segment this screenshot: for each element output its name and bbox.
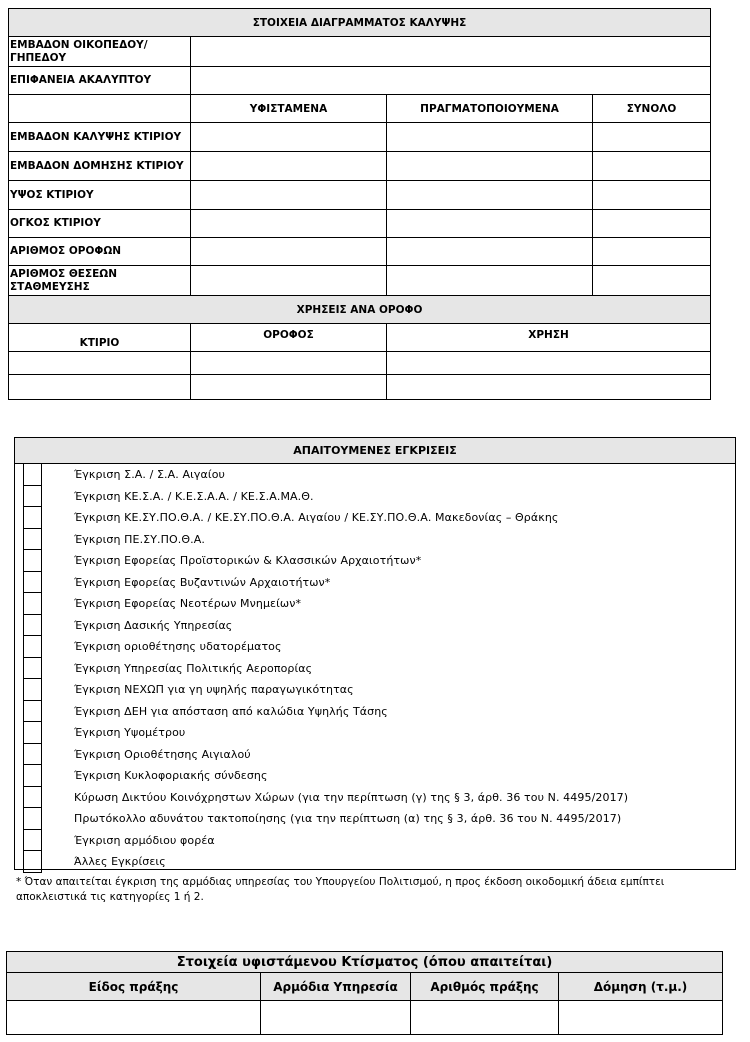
approval-item <box>15 593 735 615</box>
approval-item <box>15 464 735 486</box>
approval-label: Έγκριση Υψομέτρου <box>74 726 186 739</box>
header-act-type: Είδος πράξης <box>7 973 261 1001</box>
approval-item <box>15 486 735 508</box>
value-cell[interactable] <box>593 210 711 238</box>
approval-checkbox[interactable] <box>23 701 42 723</box>
row-label-height: ΥΨΟΣ ΚΤΙΡΙΟΥ <box>9 181 191 210</box>
value-cell[interactable] <box>191 238 387 266</box>
approval-label: Έγκριση Υπηρεσίας Πολιτικής Αεροπορίας <box>74 661 313 675</box>
uses-cell[interactable] <box>387 352 711 375</box>
plot-area-value-cell[interactable] <box>191 37 711 67</box>
approval-item <box>15 701 735 723</box>
approval-checkbox[interactable] <box>23 722 42 744</box>
approval-label: Έγκριση οριοθέτησης υδατορέματος <box>74 640 282 653</box>
value-cell[interactable] <box>191 210 387 238</box>
open-area-label: ΕΠΙΦΑΝΕΙΑ ΑΚΑΛΥΠΤΟΥ <box>9 67 191 95</box>
approval-checkbox[interactable] <box>23 744 42 766</box>
approval-label: Έγκριση Κυκλοφοριακής σύνδεσης <box>74 769 268 782</box>
approval-checkbox[interactable] <box>23 507 42 529</box>
approval-checkbox[interactable] <box>23 550 42 572</box>
value-cell[interactable] <box>191 123 387 152</box>
existing-building-table <box>6 951 723 1035</box>
uses-header-floor: ΟΡΟΦΟΣ <box>191 324 387 352</box>
approval-checkbox[interactable] <box>23 636 42 658</box>
approval-item <box>15 808 735 830</box>
row-label-volume: ΟΓΚΟΣ ΚΤΙΡΙΟΥ <box>9 210 191 238</box>
column-header-existing: ΥΦΙΣΤΑΜΕΝΑ <box>191 95 387 123</box>
header-built-area: Δόμηση (τ.μ.) <box>559 973 723 1001</box>
approval-label: Έγκριση ΠΕ.ΣΥ.ΠΟ.Θ.Α. <box>74 532 205 546</box>
header-authority: Αρμόδια Υπηρεσία <box>261 973 411 1001</box>
row-label-building-area: ΕΜΒΑΔΟΝ ΔΟΜΗΣΗΣ ΚΤΙΡΙΟΥ <box>9 152 191 181</box>
value-cell[interactable] <box>593 181 711 210</box>
uses-cell[interactable] <box>9 352 191 375</box>
approval-item <box>15 851 735 873</box>
uses-header-building: ΚΤΙΡΙΟ <box>9 324 191 352</box>
value-cell[interactable] <box>387 238 593 266</box>
existing-building-title: Στοιχεία υφιστάμενου Κτίσματος (όπου απαιτείται) <box>7 952 723 973</box>
header-act-number: Αριθμός πράξης <box>411 973 559 1001</box>
value-cell[interactable] <box>593 238 711 266</box>
coverage-title: ΣΤΟΙΧΕΙΑ ΔΙΑΓΡΑΜΜΑΤΟΣ ΚΑΛΥΨΗΣ <box>9 9 711 37</box>
column-header-total: ΣΥΝΟΛΟ <box>593 95 711 123</box>
column-header-performed: ΠΡΑΓΜΑΤΟΠΟΙΟΥΜΕΝΑ <box>387 95 593 123</box>
approval-label: Έγκριση Εφορείας Βυζαντινών Αρχαιοτήτων* <box>74 575 331 589</box>
authority-cell[interactable] <box>261 1001 411 1035</box>
approval-item <box>15 572 735 594</box>
approval-item <box>15 636 735 658</box>
approval-label: Άλλες Εγκρίσεις <box>74 855 166 868</box>
act-number-cell[interactable] <box>411 1001 559 1035</box>
act-type-cell[interactable] <box>7 1001 261 1035</box>
row-label-floors: ΑΡΙΘΜΟΣ ΟΡΟΦΩΝ <box>9 238 191 266</box>
approval-label: Έγκριση Σ.Α. / Σ.Α. Αιγαίου <box>74 468 226 481</box>
approvals-list <box>15 464 735 873</box>
approval-checkbox[interactable] <box>23 593 42 615</box>
built-area-cell[interactable] <box>559 1001 723 1035</box>
approval-checkbox[interactable] <box>23 765 42 787</box>
approval-checkbox[interactable] <box>23 679 42 701</box>
approval-checkbox[interactable] <box>23 808 42 830</box>
approval-label: Πρωτόκολλο αδυνάτου τακτοποίησης (για την περίπτωση (α) της § 3, άρθ. 36 του Ν. 4495/2017) <box>74 812 622 825</box>
approval-label: Έγκριση αρμόδιου φορέα <box>74 833 215 847</box>
uses-cell[interactable] <box>9 375 191 400</box>
uses-cell[interactable] <box>191 375 387 400</box>
approvals-title: ΑΠΑΙΤΟΥΜΕΝΕΣ ΕΓΚΡΙΣΕΙΣ <box>15 438 735 464</box>
approval-item <box>15 615 735 637</box>
approval-label: Έγκριση ΚΕ.ΣΥ.ΠΟ.Θ.Α. / ΚΕ.ΣΥ.ΠΟ.Θ.Α. Αιγαίου / ΚΕ.ΣΥ.ΠΟ.Θ.Α. Μακεδονίας – Θράκης <box>74 511 559 524</box>
value-cell[interactable] <box>191 152 387 181</box>
approval-item <box>15 550 735 572</box>
value-cell[interactable] <box>387 181 593 210</box>
approval-checkbox[interactable] <box>23 464 42 486</box>
approval-label: Έγκριση ΝΕΧΩΠ για γη υψηλής παραγωγικότητας <box>74 683 354 696</box>
value-cell[interactable] <box>191 266 387 296</box>
value-cell[interactable] <box>593 266 711 296</box>
approval-label: Έγκριση Δασικής Υπηρεσίας <box>74 618 233 632</box>
uses-cell[interactable] <box>387 375 711 400</box>
approval-label: Έγκριση Εφορείας Προϊστορικών & Κλασσικών Αρχαιοτήτων* <box>74 554 422 567</box>
approval-checkbox[interactable] <box>23 830 42 852</box>
approval-item <box>15 722 735 744</box>
approval-item <box>15 744 735 766</box>
approval-checkbox[interactable] <box>23 486 42 508</box>
value-cell[interactable] <box>387 210 593 238</box>
approval-label: Έγκριση ΚΕ.Σ.Α. / Κ.Ε.Σ.Α.Α. / ΚΕ.Σ.Α.ΜΑ.Θ. <box>74 489 314 503</box>
coverage-table <box>8 8 711 400</box>
approval-label: Έγκριση Εφορείας Νεοτέρων Μνημείων* <box>74 597 302 610</box>
approval-checkbox[interactable] <box>23 851 42 873</box>
approvals-footnote: * Όταν απαιτείται έγκριση της αρμόδιας υπηρεσίας του Υπουργείου Πολιτισμού, η προς έκδοση οικοδομική άδεια εμπίπτει αποκλειστικά τις κατηγορίες 1 ή 2. <box>16 876 665 903</box>
value-cell[interactable] <box>387 123 593 152</box>
approval-item <box>15 679 735 701</box>
approval-label: Έγκριση ΔΕΗ για απόσταση από καλώδια Υψηλής Τάσης <box>74 704 388 718</box>
approval-item <box>15 830 735 852</box>
approval-item <box>15 529 735 551</box>
approval-label: Έγκριση Οριοθέτησης Αιγιαλού <box>74 747 251 761</box>
uses-header-use: ΧΡΗΣΗ <box>387 324 711 352</box>
approval-item <box>15 787 735 809</box>
approval-checkbox[interactable] <box>23 529 42 551</box>
approval-item <box>15 658 735 680</box>
approval-checkbox[interactable] <box>23 658 42 680</box>
plot-area-label: ΕΜΒΑΔΟΝ ΟΙΚΟΠΕΔΟΥ/ ΓΗΠΕΔΟΥ <box>9 37 191 67</box>
row-label-parking: ΑΡΙΘΜΟΣ ΘΕΣΕΩΝ ΣΤΑΘΜΕΥΣΗΣ <box>9 266 191 296</box>
value-cell[interactable] <box>593 152 711 181</box>
row-label-coverage-area: ΕΜΒΑΔΟΝ ΚΑΛΥΨΗΣ ΚΤΙΡΙΟΥ <box>9 123 191 152</box>
approval-checkbox[interactable] <box>23 572 42 594</box>
approval-label: Κύρωση Δικτύου Κοινόχρηστων Χώρων (για την περίπτωση (γ) της § 3, άρθ. 36 του Ν. 4495/2017) <box>74 790 629 804</box>
value-cell[interactable] <box>387 266 593 296</box>
required-approvals-box <box>14 437 736 870</box>
approval-checkbox[interactable] <box>23 787 42 809</box>
value-cell[interactable] <box>191 181 387 210</box>
approval-checkbox[interactable] <box>23 615 42 637</box>
value-cell[interactable] <box>387 152 593 181</box>
uses-title: ΧΡΗΣΕΙΣ ΑΝΑ ΟΡΟΦΟ <box>9 296 711 324</box>
open-area-value-cell[interactable] <box>191 67 711 95</box>
approval-item <box>15 507 735 529</box>
uses-cell[interactable] <box>191 352 387 375</box>
column-header-blank <box>9 95 191 123</box>
approval-item <box>15 765 735 787</box>
value-cell[interactable] <box>593 123 711 152</box>
